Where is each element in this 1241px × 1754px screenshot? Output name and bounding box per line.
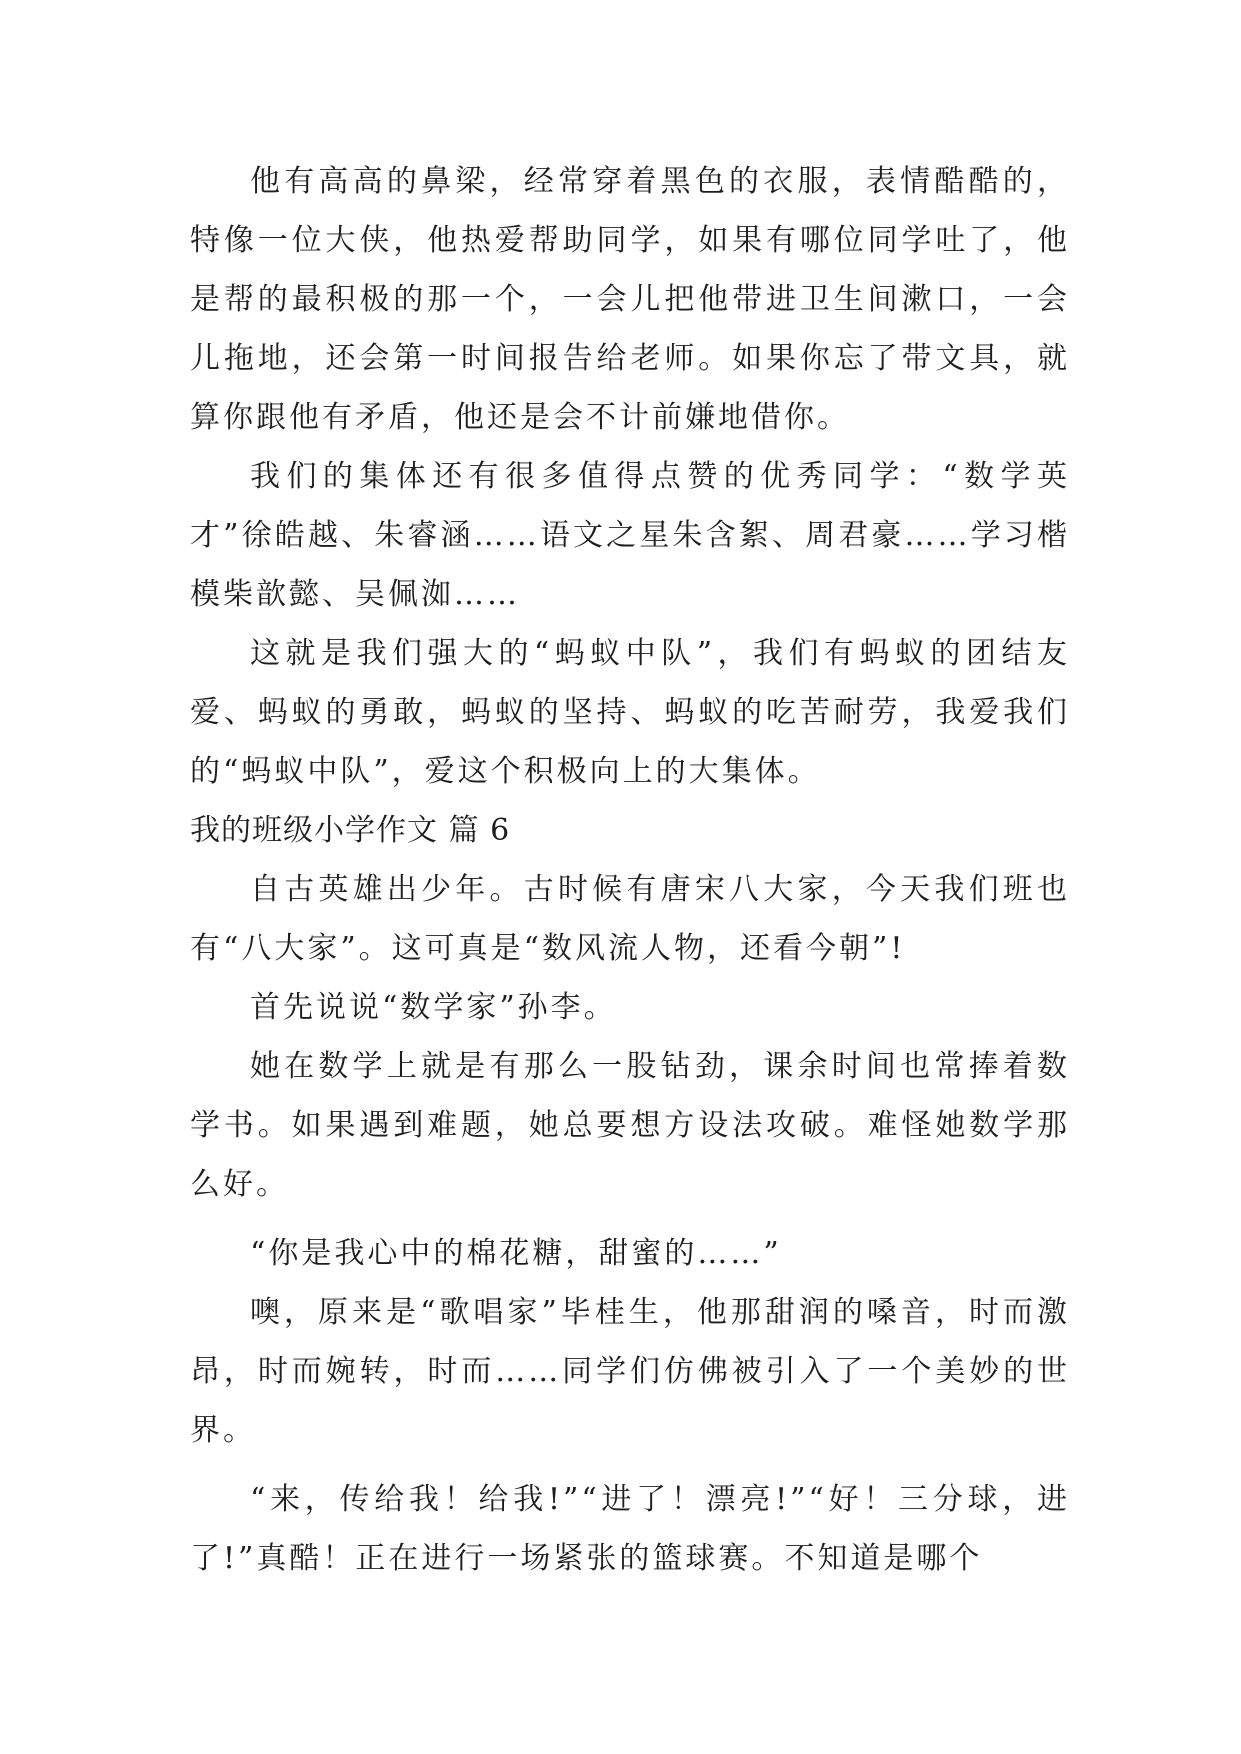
- paragraph: 我们的集体还有很多值得点赞的优秀同学：“数学英才”徐皓越、朱睿涵……语文之星朱含絮、周君豪……学习楷模柴歆懿、吴佩洳……: [190, 459, 1070, 612]
- paragraph: 噢，原来是“歌唱家”毕桂生，他那甜润的嗓音，时而激昂，时而婉转，时而……同学们仿佛被引入了一个美妙的世界。: [190, 1295, 1070, 1448]
- paragraph: 这就是我们强大的“蚂蚁中队”，我们有蚂蚁的团结友爱、蚂蚁的勇敢，蚂蚁的坚持、蚂蚁的吃苦耐劳，我爱我们的“蚂蚁中队”，爱这个积极向上的大集体。: [190, 636, 1070, 789]
- paragraph: 自古英雄出少年。古时候有唐宋八大家，今天我们班也有“八大家”。这可真是“数风流人物，还看今朝”!: [190, 872, 1070, 966]
- document-page: [190, 152, 1070, 1588]
- paragraph: 他有高高的鼻梁，经常穿着黑色的衣服，表情酷酷的，特像一位大侠，他热爱帮助同学，如果有哪位同学吐了，他是帮的最积极的那一个，一会儿把他带进卫生间漱口，一会儿拖地，还会第一时间报告给老师。如果你忘了带文具，就算你跟他有矛盾，他还是会不计前嫌地借你。: [190, 164, 1070, 435]
- paragraph: 首先说说“数学家”孙李。: [250, 990, 617, 1025]
- paragraph: “来，传给我！给我!”“进了！漂亮!”“好！三分球，进了!”真酷！正在进行一场紧张的篮球赛。不知道是哪个: [190, 1482, 1070, 1576]
- quote-paragraph: “你是我心中的棉花糖，甜蜜的……”: [250, 1236, 782, 1271]
- paragraph: 她在数学上就是有那么一股钻劲，课余时间也常捧着数学书。如果遇到难题，她总要想方设法攻破。难怪她数学那么好。: [190, 1049, 1070, 1202]
- section-title: 我的班级小学作文 篇 6: [190, 813, 511, 848]
